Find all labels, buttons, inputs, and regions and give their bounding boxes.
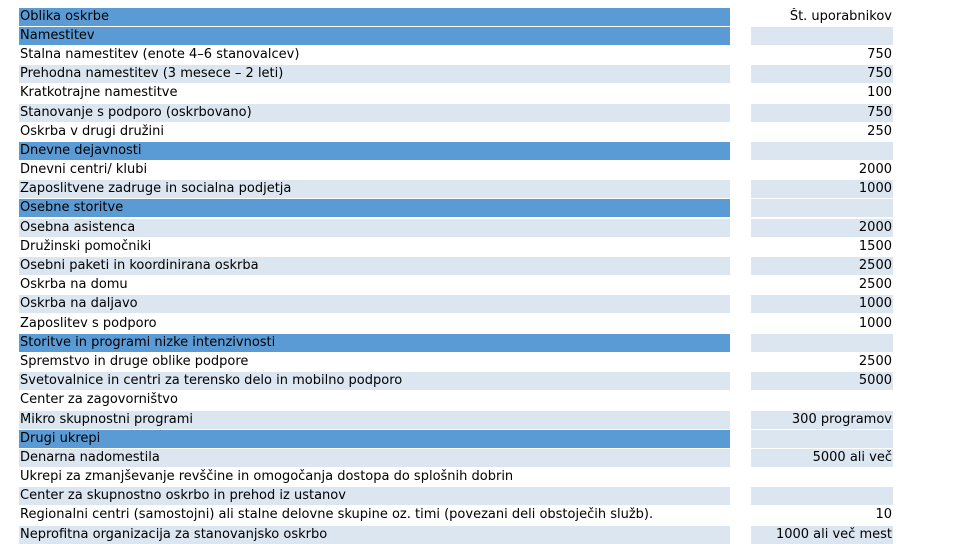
section-label: Storitve in programi nizke intenzivnosti: [19, 334, 730, 352]
care-form-label: Ukrepi za zmanjševanje revščine in omogočanja dostopa do splošnih dobrin: [20, 469, 514, 485]
user-count-value: 1500: [858, 238, 892, 254]
table-body: [19, 26, 893, 544]
table-row: [19, 45, 893, 64]
section-row: [19, 199, 893, 218]
table-row: [19, 506, 893, 525]
user-count-value: [751, 27, 893, 45]
user-count-value: [751, 487, 893, 505]
user-count-value: 100: [867, 85, 892, 101]
user-count-value: 250: [867, 123, 892, 139]
care-form-label: Zaposlitvene zadruge in socialna podjetja: [19, 180, 730, 198]
user-count-value: 5000 ali več: [751, 449, 893, 467]
table-row: [19, 468, 893, 487]
care-form-label: Zaposlitev s podporo: [20, 315, 157, 331]
user-count-value: 2500: [858, 277, 892, 293]
user-count-value: 300 programov: [751, 411, 893, 429]
table-row: [19, 352, 893, 371]
section-label: Drugi ukrepi: [19, 430, 730, 448]
user-count-value: 10: [875, 507, 892, 523]
section-row: [19, 333, 893, 352]
table-row: [19, 256, 893, 275]
user-count-value: [751, 468, 893, 486]
table-header-row: [19, 7, 893, 26]
section-row: [19, 141, 893, 160]
section-label: Dnevne dejavnosti: [19, 142, 730, 160]
care-form-label: Oskrba na domu: [20, 277, 128, 293]
table-row: [19, 295, 893, 314]
user-count-value: 5000: [751, 372, 893, 390]
user-count-value: [751, 430, 893, 448]
section-row: [19, 26, 893, 45]
care-form-label: Kratkotrajne namestitve: [20, 85, 178, 101]
care-form-label: Center za skupnostno oskrbo in prehod iz ustanov: [19, 487, 730, 505]
user-count-value: 2000: [751, 219, 893, 237]
care-form-label: Stalna namestitev (enote 4–6 stanovalcev): [20, 46, 300, 62]
care-form-label: Osebni paketi in koordinirana oskrba: [19, 257, 730, 275]
table-row: [19, 218, 893, 237]
care-form-label: Družinski pomočniki: [20, 238, 152, 254]
care-form-label: Dnevni centri/ klubi: [20, 162, 148, 178]
user-count-value: 2500: [858, 353, 892, 369]
table-row: [19, 84, 893, 103]
table-row: [19, 180, 893, 199]
user-count-value: 1000: [751, 295, 893, 313]
header-care-form: Oblika oskrbe: [19, 8, 730, 26]
user-count-value: 2000: [858, 162, 892, 178]
table-row: [19, 448, 893, 467]
table-row: [19, 161, 893, 180]
section-label: Namestitev: [19, 27, 730, 45]
table-row: [19, 103, 893, 122]
user-count-value: [751, 334, 893, 352]
user-count-value: 1000: [751, 180, 893, 198]
user-count-value: [751, 142, 893, 160]
care-form-label: Mikro skupnostni programi: [19, 411, 730, 429]
care-form-label: Stanovanje s podporo (oskrbovano): [19, 104, 730, 122]
care-forms-table: [19, 7, 893, 544]
user-count-value: 2500: [751, 257, 893, 275]
user-count-value: 750: [751, 65, 893, 83]
user-count-value: 1000: [858, 315, 892, 331]
care-form-label: Regionalni centri (samostojni) ali stalne delovne skupine oz. timi (povezani deli obstoječih služb).: [20, 507, 654, 523]
user-count-value: 750: [867, 46, 892, 62]
table-row: [19, 65, 893, 84]
table-row: [19, 410, 893, 429]
table-row: [19, 122, 893, 141]
care-form-label: Prehodna namestitev (3 mesece – 2 leti): [19, 65, 730, 83]
table-row: [19, 391, 893, 410]
table-row: [19, 237, 893, 256]
care-form-label: Oskrba v drugi družini: [20, 123, 165, 139]
care-form-label: Spremstvo in druge oblike podpore: [20, 353, 249, 369]
section-row: [19, 429, 893, 448]
section-label: Osebne storitve: [19, 199, 730, 217]
user-count-value: [751, 199, 893, 217]
header-user-count: Št. uporabnikov: [751, 8, 893, 26]
user-count-value: 750: [751, 104, 893, 122]
care-form-label: Neprofitna organizacija za stanovanjsko oskrbo: [19, 526, 730, 544]
user-count-value: 1000 ali več mest: [751, 526, 893, 544]
table-row: [19, 525, 893, 544]
care-form-label: Center za zagovorništvo: [20, 392, 178, 408]
care-form-label: Svetovalnice in centri za terensko delo in mobilno podporo: [19, 372, 730, 390]
table-row: [19, 276, 893, 295]
table-row: [19, 314, 893, 333]
table-row: [19, 487, 893, 506]
care-form-label: Oskrba na daljavo: [19, 295, 730, 313]
table-row: [19, 372, 893, 391]
user-count-value: [751, 391, 893, 409]
care-form-label: Denarna nadomestila: [19, 449, 730, 467]
care-form-label: Osebna asistenca: [19, 219, 730, 237]
